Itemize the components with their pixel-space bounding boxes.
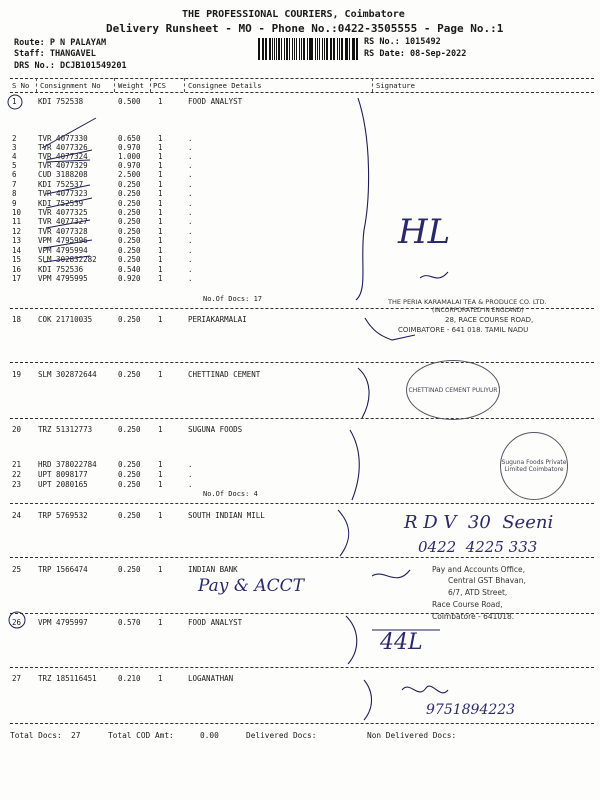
phone-row27: 9751894223 — [426, 702, 516, 718]
row-weight: 0.570 — [118, 618, 141, 627]
row-consignee: . — [188, 143, 193, 152]
row-consignment: UPT 2080165 — [38, 480, 88, 489]
row-pcs: 1 — [158, 199, 163, 208]
group-docs-count: No.Of Docs: 4 — [203, 490, 258, 498]
tick-mark — [42, 118, 96, 262]
row-sno: 24 — [12, 511, 22, 520]
row-consignment: TRP 5769532 — [38, 511, 88, 520]
row-weight: 0.250 — [118, 189, 141, 198]
row-consignee: . — [188, 460, 193, 469]
row-consignee: . — [188, 246, 193, 255]
row-consignment: TRZ 185116451 — [38, 674, 97, 683]
row-consignee: . — [188, 470, 193, 479]
total-cod-label: Total COD Amt: — [108, 731, 174, 740]
row-consignment: TVR 4077328 — [38, 227, 88, 236]
col-pcs: PCS — [153, 81, 166, 90]
col-consignee: Consignee Details — [188, 81, 262, 90]
row-consignee: . — [188, 134, 193, 143]
brace-mark — [338, 510, 349, 556]
row-pcs: 1 — [158, 236, 163, 245]
row-consignee: LOGANATHAN — [188, 674, 234, 683]
row-sno: 26 — [12, 618, 22, 627]
row-consignee: . — [188, 255, 193, 264]
row-sno: 17 — [12, 274, 22, 283]
row-consignee: . — [188, 152, 193, 161]
brace-mark — [364, 680, 372, 720]
row-consignment: TVR 4077325 — [38, 208, 88, 217]
row-pcs: 1 — [158, 470, 163, 479]
row-sno: 14 — [12, 246, 22, 255]
row-pcs: 1 — [158, 565, 163, 574]
row-weight: 2.500 — [118, 170, 141, 179]
row-consignee: PERIAKARMALAI — [188, 315, 247, 324]
row-weight: 0.540 — [118, 265, 141, 274]
row-consignee: . — [188, 274, 193, 283]
row-consignment: TVR 4077324 — [38, 152, 88, 161]
pao-stamp-line: Central GST Bhavan, — [448, 576, 526, 585]
col-weight: Weight — [118, 81, 144, 90]
signature-row24: R D V 30 Seeni — [404, 512, 554, 533]
row-pcs: 1 — [158, 189, 163, 198]
staff-label: Staff: THANGAVEL — [14, 49, 96, 59]
row-sno: 12 — [12, 227, 22, 236]
signature-scribble — [420, 272, 448, 278]
row-pcs: 1 — [158, 152, 163, 161]
row-sno: 18 — [12, 315, 22, 324]
circle-mark — [8, 95, 22, 109]
row-weight: 0.250 — [118, 217, 141, 226]
row-pcs: 1 — [158, 315, 163, 324]
row-consignee: . — [188, 161, 193, 170]
row-pcs: 1 — [158, 255, 163, 264]
row-consignment: KDI 752537 — [38, 180, 84, 189]
row-pcs: 1 — [158, 460, 163, 469]
row-consignment: TRP 1566474 — [38, 565, 88, 574]
signature-row26: 44L — [380, 630, 423, 655]
row-weight: 0.500 — [118, 97, 141, 106]
row-consignee: INDIAN BANK — [188, 565, 238, 574]
row-consignment: UPT 8098177 — [38, 470, 88, 479]
circle-mark — [9, 612, 25, 628]
delivered-docs: Delivered Docs: — [246, 731, 317, 740]
row-sno: 10 — [12, 208, 22, 217]
row-weight: 0.250 — [118, 511, 141, 520]
row-consignee: . — [188, 199, 193, 208]
row-weight: 0.250 — [118, 470, 141, 479]
row-pcs: 1 — [158, 511, 163, 520]
row-sno: 27 — [12, 674, 22, 683]
row-consignment: SLM 302832282 — [38, 255, 97, 264]
rs-number: RS No.: 1015492 — [364, 37, 441, 47]
row-sno: 25 — [12, 565, 22, 574]
row-pcs: 1 — [158, 217, 163, 226]
row-consignee: . — [188, 189, 193, 198]
row-pcs: 1 — [158, 134, 163, 143]
row-consignment: TVR 4077327 — [38, 217, 88, 226]
col-consignment: Consignment No — [40, 81, 101, 90]
row-weight: 0.210 — [118, 674, 141, 683]
signature-scribble — [365, 318, 415, 340]
signature-scribble — [402, 686, 448, 693]
total-docs: Total Docs: 27 — [10, 731, 81, 740]
row-weight: 0.250 — [118, 199, 141, 208]
row-sno: 9 — [12, 199, 17, 208]
row-weight: 0.920 — [118, 274, 141, 283]
row-consignment: TVR 4077326 — [38, 143, 88, 152]
row-sno: 3 — [12, 143, 17, 152]
chettinad-stamp-text: CHETTINAD CEMENT PULIYUR — [408, 386, 498, 394]
row-sno: 13 — [12, 236, 22, 245]
row-weight: 0.250 — [118, 208, 141, 217]
row-pcs: 1 — [158, 274, 163, 283]
row-pcs: 1 — [158, 480, 163, 489]
row-consignment: KDI 752536 — [38, 265, 84, 274]
row-pcs: 1 — [158, 265, 163, 274]
row-consignee: . — [188, 265, 193, 274]
row-sno: 2 — [12, 134, 17, 143]
row-weight: 0.970 — [118, 143, 141, 152]
group-docs-count: No.Of Docs: 17 — [203, 295, 263, 303]
row-consignment: VPM 4795995 — [38, 274, 88, 283]
row-pcs: 1 — [158, 97, 163, 106]
row-consignee: CHETTINAD CEMENT — [188, 370, 261, 379]
rs-date: RS Date: 08-Sep-2022 — [364, 49, 467, 59]
row-weight: 0.650 — [118, 134, 141, 143]
pao-stamp-line: Pay and Accounts Office, — [432, 565, 525, 574]
brace-mark — [358, 368, 369, 418]
row-consignee: SOUTH INDIAN MILL — [188, 511, 265, 520]
row-pcs: 1 — [158, 208, 163, 217]
row-weight: 0.250 — [118, 180, 141, 189]
row-consignee: . — [188, 480, 193, 489]
row-weight: 1.000 — [118, 152, 141, 161]
row-consignee: . — [188, 170, 193, 179]
row-consignee: . — [188, 208, 193, 217]
row-consignment: COK 21710035 — [38, 315, 93, 324]
row-weight: 0.250 — [118, 246, 141, 255]
company-title: THE PROFESSIONAL COURIERS, Coimbatore — [182, 9, 405, 20]
row-consignment: TVR 4077323 — [38, 189, 88, 198]
row-consignee: . — [188, 180, 193, 189]
row-weight: 0.250 — [118, 227, 141, 236]
row-pcs: 1 — [158, 143, 163, 152]
row-pcs: 1 — [158, 425, 163, 434]
row-pcs: 1 — [158, 370, 163, 379]
row-weight: 0.250 — [118, 565, 141, 574]
row-pcs: 1 — [158, 618, 163, 627]
row-consignment: SLM 302872644 — [38, 370, 97, 379]
row-weight: 0.250 — [118, 460, 141, 469]
row-consignee: SUGUNA FOODS — [188, 425, 243, 434]
row-consignee: . — [188, 217, 193, 226]
row-weight: 0.250 — [118, 480, 141, 489]
row-pcs: 1 — [158, 170, 163, 179]
periakarmalai-stamp-line: 28, RACE COURSE ROAD, — [445, 316, 534, 324]
row-consignment: CUD 3188208 — [38, 170, 88, 179]
row-sno: 8 — [12, 189, 17, 198]
row-consignee: FOOD ANALYST — [188, 97, 243, 106]
drs-label: DRS No.: DCJB101549201 — [14, 61, 127, 71]
suguna-stamp-text: Suguna Foods Private Limited Coimbatore — [501, 459, 567, 473]
row-consignment: VPM 4795997 — [38, 618, 88, 627]
pao-stamp-line: Coimbatore - 641018. — [432, 612, 515, 621]
row-pcs: 1 — [158, 180, 163, 189]
row-consignment: TVR 4077329 — [38, 161, 88, 170]
row-consignee: FOOD ANALYST — [188, 618, 243, 627]
pay-acct-note: Pay & ACCT — [198, 576, 304, 596]
total-cod-value: 0.00 — [200, 731, 219, 740]
row-consignment: VPM 4795996 — [38, 236, 88, 245]
row-consignment: TRZ 51312773 — [38, 425, 93, 434]
runsheet-title: Delivery Runsheet - MO - Phone No.:0422-3505555 - Page No.:1 — [106, 22, 504, 35]
row-consignment: TVR 4077330 — [38, 134, 88, 143]
row-consignment: HRD 378022784 — [38, 460, 97, 469]
brace-mark — [350, 430, 359, 500]
periakarmalai-stamp-line: (INCORPORATED IN ENGLAND) — [432, 307, 524, 314]
row-sno: 4 — [12, 152, 17, 161]
signature-scribble — [372, 570, 410, 578]
brace-mark — [356, 98, 369, 300]
row-sno: 7 — [12, 180, 17, 189]
periakarmalai-stamp-line: THE PERIA KARAMALAI TEA & PRODUCE CO. LTD. — [388, 298, 547, 306]
row-sno: 19 — [12, 370, 22, 379]
route-label: Route: P N PALAYAM — [14, 38, 107, 48]
row-sno: 15 — [12, 255, 22, 264]
row-sno: 21 — [12, 460, 22, 469]
row-sno: 5 — [12, 161, 17, 170]
row-pcs: 1 — [158, 674, 163, 683]
non-delivered-docs: Non Delivered Docs: — [367, 731, 457, 740]
signature-row1: HL — [398, 212, 451, 252]
row-pcs: 1 — [158, 246, 163, 255]
row-sno: 20 — [12, 425, 22, 434]
row-pcs: 1 — [158, 161, 163, 170]
row-weight: 0.250 — [118, 236, 141, 245]
row-weight: 0.250 — [118, 315, 141, 324]
row-sno: 11 — [12, 217, 22, 226]
row-consignee: . — [188, 236, 193, 245]
col-sno: S No — [12, 81, 30, 90]
row-consignment: KDI 752539 — [38, 199, 84, 208]
row-consignee: . — [188, 227, 193, 236]
row-weight: 0.970 — [118, 161, 141, 170]
row-consignment: VPM 4795994 — [38, 246, 88, 255]
row-pcs: 1 — [158, 227, 163, 236]
brace-mark — [346, 616, 357, 664]
pao-stamp-line: 6/7, ATD Street, — [448, 588, 508, 597]
row-weight: 0.250 — [118, 425, 141, 434]
periakarmalai-stamp-line: COIMBATORE - 641 018. TAMIL NADU — [398, 326, 529, 334]
row-sno: 23 — [12, 480, 22, 489]
phone-row24: 0422 4225 333 — [418, 538, 538, 556]
row-weight: 0.250 — [118, 255, 141, 264]
row-weight: 0.250 — [118, 370, 141, 379]
pao-stamp-line: Race Course Road, — [432, 600, 503, 609]
row-sno: 6 — [12, 170, 17, 179]
row-sno: 16 — [12, 265, 22, 274]
row-sno: 1 — [12, 97, 17, 106]
row-consignment: KDI 752538 — [38, 97, 84, 106]
row-sno: 22 — [12, 470, 22, 479]
col-signature: Signature — [376, 81, 415, 90]
